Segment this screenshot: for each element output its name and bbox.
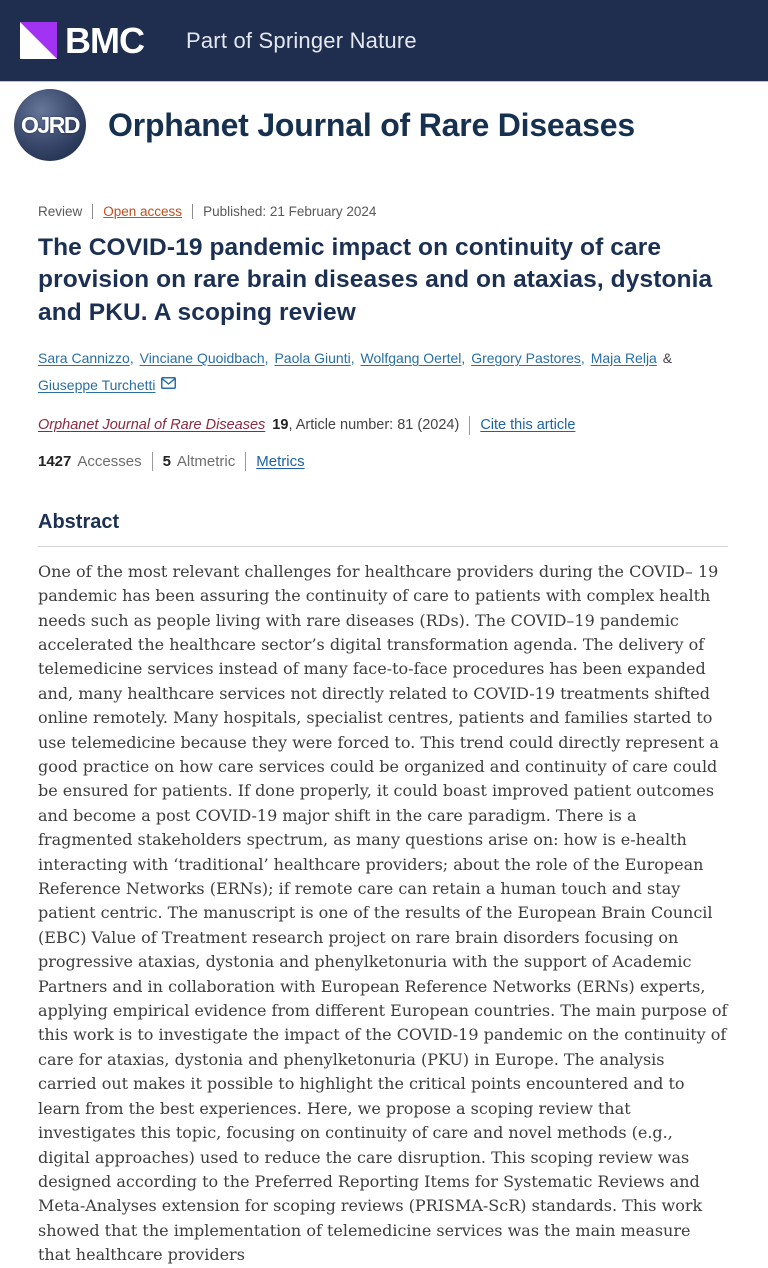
cite-this-article-link[interactable]: Cite this article [480,417,576,434]
author-link[interactable]: Gregory Pastores [471,349,581,366]
altmetric-count: 5 [162,452,171,470]
springer-nature-tagline: Part of Springer Nature [185,27,417,53]
citation-divider [469,416,470,435]
abstract-heading: Abstract [38,510,120,533]
corresponding-author-link[interactable]: Giuseppe Turchetti [38,376,156,393]
ampersand: & [662,349,673,366]
bmc-logo[interactable] [20,19,144,61]
author-link[interactable]: Sara Cannizzo [38,349,130,366]
author-link[interactable]: Vinciane Quoidbach [139,349,265,366]
citation-row [38,416,728,435]
volume-number: 19 [272,417,289,434]
article-page [0,168,768,1268]
accesses-label: Accesses [77,452,142,470]
metrics-link[interactable]: Metrics [256,452,305,470]
accesses-count: 1427 [38,452,72,470]
article-meta-row [38,204,728,219]
abstract-section [38,511,728,1268]
abstract-divider [38,546,728,547]
journal-logo[interactable] [14,89,86,161]
published-date: Published: 21 February 2024 [203,204,377,219]
journal-header [0,82,768,168]
email-icon[interactable] [161,372,176,398]
metrics-divider [152,452,153,471]
article-number-info: , Article number: 81 (2024) [288,417,460,434]
meta-divider [192,204,193,219]
bmc-logo-text: BMC [65,19,144,61]
journal-logo-acronym: OJRD [21,111,79,138]
metrics-row [38,452,728,471]
altmetric-label: Altmetric [176,452,236,470]
article-title: The COVID-19 pandemic impact on continuity of care provision on rare brain diseases and on ataxias, dystonia and PKU. A scoping review [38,234,713,326]
author-link[interactable]: Maja Relja [590,349,657,366]
abstract-body: One of the most relevant challenges for healthcare providers during the COVID– 19 pandemic has been assuring the continuity of care to patients with complex health needs such as people living with rare diseases (RDs). The COVID–19 pandemic accelerated the healthcare sector’s digital transformation agenda. The delivery of telemedicine services instead of many face-to-face procedures has been expanded and, many healthcare services not directly related to COVID-19 treatments shifted online remotely. Many hospitals, specialist centres, patients and families started to use telemedicine because they were forced to. This trend could directly represent a good practice on how care services could be organized and continuity of care could be ensured for patients. If done properly, it could boast improved patient outcomes and become a post COVID-19 major shift in the care paradigm. There is a fragmented stakeholders spectrum, as many questions arise on: how is e-health interacting with ‘traditional’ healthcare providers; about the role of the European Reference Networks (ERNs); if remote care can retain a human touch and stay patient centric. The manuscript is one of the results of the European Brain Council (EBC) Value of Treatment research project on rare brain disorders focusing on progressive ataxias, dystonia and phenylketonuria with the support of Academic Partners and in collaboration with European Reference Networks (ERNs) experts, applying empirical evidence from different European countries. The main purpose of this work is to investigate the impact of the COVID-19 pandemic on the continuity of care for ataxias, dystonia and phenylketonuria (PKU) in Europe. The analysis carried out makes it possible to highlight the critical points encountered and to learn from the best experiences. Here, we propose a scoping review that investigates this topic, focusing on continuity of care and novel methods (e.g., digital approaches) used to reduce the care disruption. This scoping review was designed according to the Preferred Reporting Items for Systematic Reviews and Meta-Analyses extension for scoping reviews (PRISMA-ScR) standards. This work showed that the implementation of telemedicine services was the main measure that healthcare providers [38,561,728,1265]
meta-divider [92,204,93,219]
author-link[interactable]: Paola Giunti [274,349,351,366]
journal-citation-link[interactable]: Orphanet Journal of Rare Diseases [38,417,266,434]
metrics-divider [245,452,246,471]
author-list: Sara Cannizzo, Vinciane Quoidbach, Paola Giunti, Wolfgang Oertel, Gregory Pastores, Maja Relja & Giuseppe Turchetti [38,346,728,399]
journal-title[interactable]: Orphanet Journal of Rare Diseases [108,106,635,143]
author-link[interactable]: Wolfgang Oertel [360,349,462,366]
article-type-label: Review [38,204,83,219]
open-access-link[interactable]: Open access [103,204,183,219]
bmc-logo-icon [20,22,57,59]
bmc-header [0,0,768,82]
